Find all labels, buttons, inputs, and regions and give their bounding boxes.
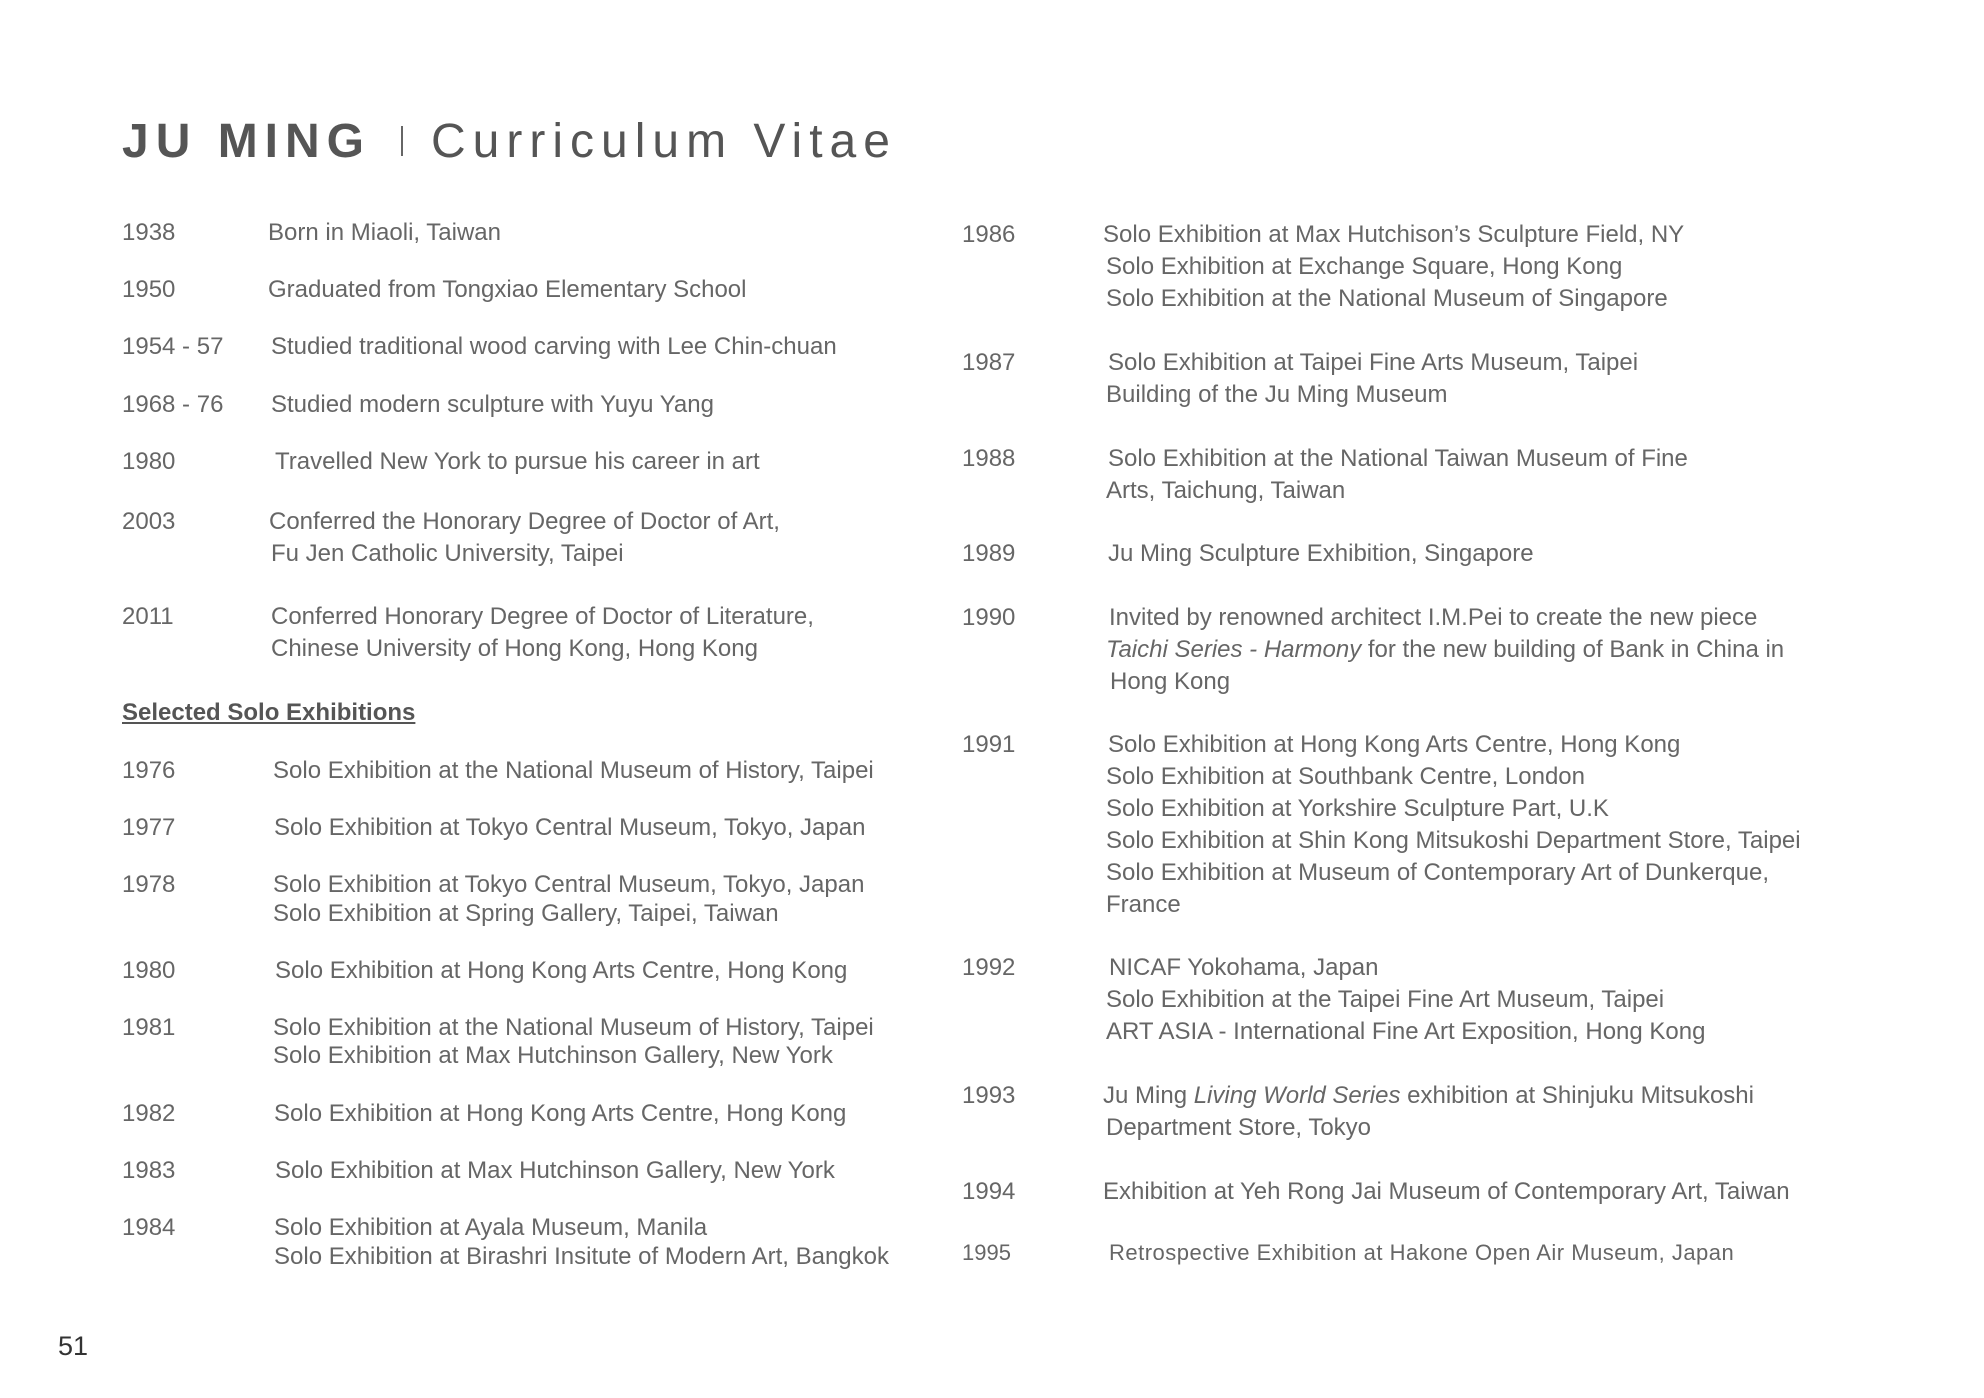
cv-text: Solo Exhibition at Max Hutchison’s Sculpture Field, NY bbox=[1103, 221, 1685, 248]
cv-text: Invited by renowned architect I.M.Pei to create the new piece bbox=[1109, 604, 1758, 631]
cv-year: 1990 bbox=[962, 604, 1016, 631]
cv-year: 1988 bbox=[962, 445, 1016, 472]
cv-text: Born in Miaoli, Taiwan bbox=[268, 219, 502, 246]
cv-year: 1992 bbox=[962, 954, 1016, 981]
cv-year: 1984 bbox=[122, 1214, 176, 1241]
page-title bbox=[122, 112, 897, 172]
cv-year: 1993 bbox=[962, 1082, 1016, 1109]
cv-text bbox=[1106, 634, 1784, 666]
cv-year: 1995 bbox=[962, 1240, 1011, 1265]
cv-text: Solo Exhibition at the National Museum of History, Taipei bbox=[273, 1014, 874, 1041]
cv-year: 1954 - 57 bbox=[122, 333, 224, 360]
cv-text: Solo Exhibition at Max Hutchinson Gallery, New York bbox=[275, 1157, 835, 1184]
cv-text: Solo Exhibition at Hong Kong Arts Centre, Hong Kong bbox=[1108, 731, 1681, 758]
cv-text: Fu Jen Catholic University, Taipei bbox=[271, 540, 624, 567]
cv-text: Department Store, Tokyo bbox=[1106, 1114, 1372, 1141]
cv-text: Solo Exhibition at Exchange Square, Hong Kong bbox=[1106, 253, 1623, 280]
cv-text: Retrospective Exhibition at Hakone Open Air Museum, Japan bbox=[1109, 1240, 1735, 1265]
artist-name: JU MING bbox=[122, 115, 372, 168]
cv-year: 1986 bbox=[962, 221, 1016, 248]
title-subtitle: Curriculum Vitae bbox=[431, 115, 897, 168]
cv-text: Solo Exhibition at the National Museum of Singapore bbox=[1106, 285, 1668, 312]
cv-text-rest: for the new building of Bank in China in bbox=[1361, 636, 1785, 663]
cv-year: 1977 bbox=[122, 814, 176, 841]
cv-text: Exhibition at Yeh Rong Jai Museum of Contemporary Art, Taiwan bbox=[1103, 1178, 1790, 1205]
cv-text: ART ASIA - International Fine Art Exposition, Hong Kong bbox=[1106, 1018, 1706, 1045]
cv-year: 1994 bbox=[962, 1178, 1016, 1205]
cv-text: Solo Exhibition at Shin Kong Mitsukoshi Department Store, Taipei bbox=[1106, 827, 1801, 854]
cv-text: Solo Exhibition at the Taipei Fine Art Museum, Taipei bbox=[1106, 986, 1665, 1013]
cv-text: Ju Ming Sculpture Exhibition, Singapore bbox=[1108, 540, 1534, 567]
cv-year: 1991 bbox=[962, 731, 1016, 758]
cv-text: Solo Exhibition at Taipei Fine Arts Museum, Taipei bbox=[1108, 349, 1639, 376]
page-number: 51 bbox=[58, 1331, 89, 1361]
cv-text: Building of the Ju Ming Museum bbox=[1106, 381, 1448, 408]
cv-year: 1982 bbox=[122, 1100, 176, 1127]
cv-text: Travelled New York to pursue his career in art bbox=[275, 448, 760, 475]
cv-text: Solo Exhibition at Max Hutchinson Gallery, New York bbox=[273, 1042, 833, 1069]
title-separator bbox=[401, 126, 403, 156]
cv-year: 2011 bbox=[122, 603, 174, 630]
cv-text: Solo Exhibition at Tokyo Central Museum, Tokyo, Japan bbox=[273, 871, 865, 898]
cv-year: 1980 bbox=[122, 957, 176, 984]
cv-text bbox=[1103, 1080, 1754, 1112]
cv-year: 1989 bbox=[962, 540, 1016, 567]
cv-text: Solo Exhibition at Hong Kong Arts Centre, Hong Kong bbox=[275, 957, 848, 984]
cv-text: Arts, Taichung, Taiwan bbox=[1106, 477, 1346, 504]
cv-year: 2003 bbox=[122, 508, 176, 535]
section-heading: Selected Solo Exhibitions bbox=[122, 699, 416, 726]
cv-year: 1938 bbox=[122, 219, 176, 246]
cv-text: Studied modern sculpture with Yuyu Yang bbox=[271, 391, 714, 418]
cv-text-pre: Ju Ming bbox=[1103, 1082, 1194, 1109]
cv-year: 1981 bbox=[122, 1014, 176, 1041]
cv-year: 1980 bbox=[122, 448, 176, 475]
cv-text: France bbox=[1106, 891, 1181, 918]
cv-year: 1950 bbox=[122, 276, 176, 303]
cv-text: Conferred Honorary Degree of Doctor of Literature, bbox=[271, 603, 814, 630]
work-title: Living World Series bbox=[1193, 1082, 1401, 1109]
cv-text: Solo Exhibition at Museum of Contemporary Art of Dunkerque, bbox=[1106, 859, 1769, 886]
cv-text-rest: exhibition at Shinjuku Mitsukoshi bbox=[1400, 1082, 1754, 1109]
cv-year: 1968 - 76 bbox=[122, 391, 224, 418]
cv-text: Chinese University of Hong Kong, Hong Kong bbox=[271, 635, 758, 662]
cv-text: Solo Exhibition at the National Museum of History, Taipei bbox=[273, 757, 874, 784]
work-title: Taichi Series - Harmony bbox=[1106, 636, 1362, 663]
cv-text: Solo Exhibition at Ayala Museum, Manila bbox=[274, 1214, 708, 1241]
cv-text: Solo Exhibition at Southbank Centre, London bbox=[1106, 763, 1586, 790]
cv-text: Solo Exhibition at Birashri Insitute of Modern Art, Bangkok bbox=[274, 1243, 889, 1270]
cv-text: Graduated from Tongxiao Elementary School bbox=[268, 276, 747, 303]
cv-year: 1978 bbox=[122, 871, 176, 898]
cv-text: Studied traditional wood carving with Lee Chin-chuan bbox=[271, 333, 837, 360]
cv-text: NICAF Yokohama, Japan bbox=[1109, 954, 1379, 981]
cv-text: Solo Exhibition at Hong Kong Arts Centre, Hong Kong bbox=[274, 1100, 847, 1127]
cv-text: Hong Kong bbox=[1110, 668, 1231, 695]
cv-year: 1983 bbox=[122, 1157, 176, 1184]
cv-text: Solo Exhibition at the National Taiwan Museum of Fine bbox=[1108, 445, 1688, 472]
cv-text: Solo Exhibition at Tokyo Central Museum, Tokyo, Japan bbox=[274, 814, 866, 841]
cv-text: Conferred the Honorary Degree of Doctor of Art, bbox=[269, 508, 780, 535]
cv-text: Solo Exhibition at Yorkshire Sculpture Part, U.K bbox=[1106, 795, 1609, 822]
cv-year: 1987 bbox=[962, 349, 1016, 376]
cv-text: Solo Exhibition at Spring Gallery, Taipei, Taiwan bbox=[273, 900, 779, 927]
cv-year: 1976 bbox=[122, 757, 176, 784]
